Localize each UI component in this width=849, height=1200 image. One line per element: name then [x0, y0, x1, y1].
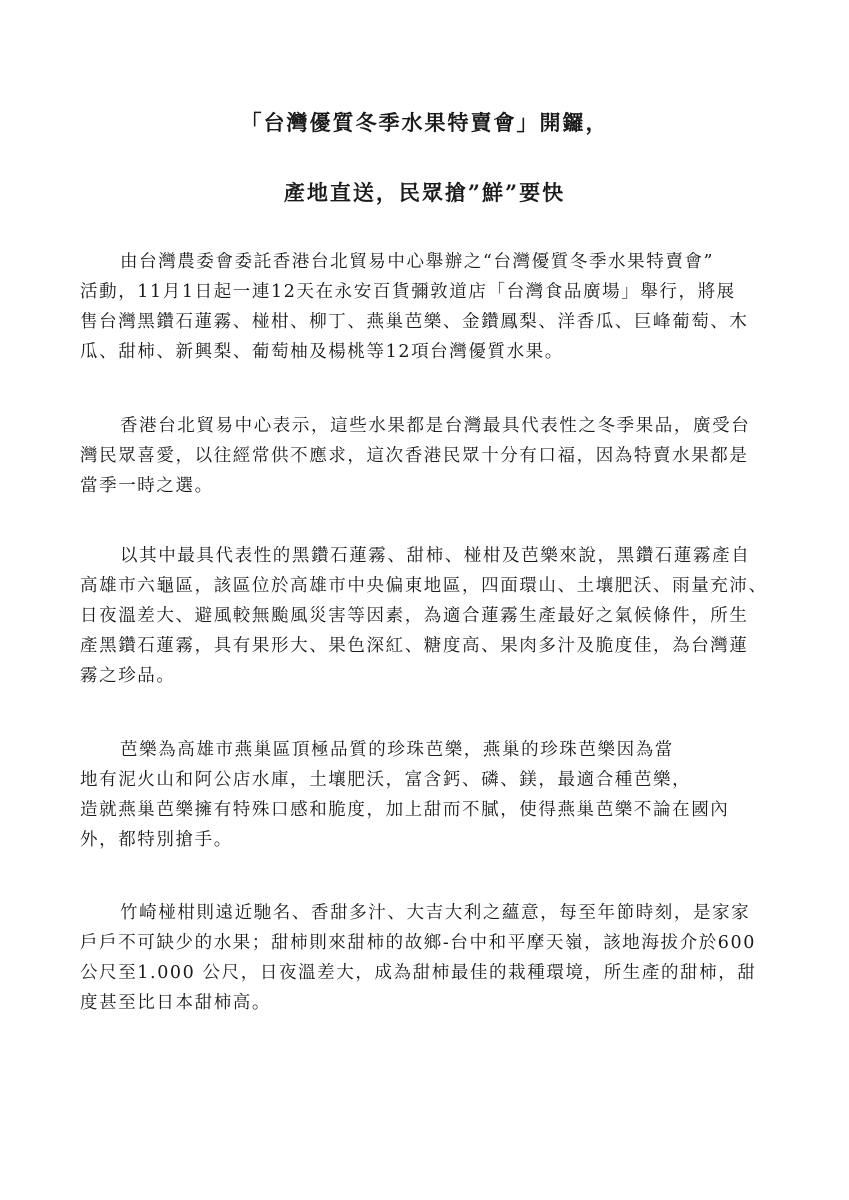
- paragraph-line: 公尺至1.000 公尺，日夜溫差大，成為甜柿最佳的栽種環境，所生產的甜柿，甜: [80, 963, 757, 983]
- paragraph-line: 地有泥火山和阿公店水庫，土壤肥沃，富含鈣、磷、鎂，最適合種芭樂，: [80, 770, 692, 790]
- paragraph-1: [80, 247, 780, 367]
- paragraph-4: [80, 735, 780, 855]
- document-title-line-1: 「台灣優質冬季水果特賣會」開鑼，: [240, 110, 609, 135]
- paragraph-line: 當季一時之選。: [80, 476, 214, 496]
- paragraph-line: 霧之珍品。: [80, 666, 176, 686]
- paragraph-line: 外，都特別搶手。: [80, 830, 233, 850]
- paragraph-3: [80, 541, 780, 691]
- paragraph-line: 度甚至比日本甜柿高。: [80, 993, 271, 1013]
- document-title-line-2: 產地直送，民眾搶”鮮”要快: [283, 180, 566, 205]
- paragraph-line: 由台灣農委會委託香港台北貿易中心舉辦之“台灣優質冬季水果特賣會”: [120, 252, 715, 272]
- paragraph-line: 日夜溫差大、避風較無颱風災害等因素，為適合蓮霧生產最好之氣候條件，所生: [80, 606, 749, 626]
- paragraph-5: [80, 898, 780, 1018]
- paragraph-line: 瓜、甜柿、新興梨、葡萄柚及楊桃等12項台灣優質水果。: [80, 342, 564, 362]
- paragraph-line: 以其中最具代表性的黑鑽石蓮霧、甜柿、椪柑及芭樂來說，黑鑽石蓮霧產自: [120, 546, 751, 566]
- paragraph-line: 竹崎椪柑則遠近馳名、香甜多汁、大吉大利之蘊意，每至年節時刻，是家家: [120, 903, 751, 923]
- paragraph-line: 高雄市六龜區，該區位於高雄市中央偏東地區，四面環山、土壤肥沃、雨量充沛、: [80, 576, 768, 596]
- paragraph-line: 戶戶不可缺少的水果；甜柿則來甜柿的故鄉-台中和平摩天嶺，該地海拔介於600: [80, 933, 757, 953]
- paragraph-line: 香港台北貿易中心表示，這些水果都是台灣最具代表性之冬季果品，廣受台: [120, 416, 751, 436]
- paragraph-line: 造就燕巢芭樂擁有特殊口感和脆度，加上甜而不膩，使得燕巢芭樂不論在國內: [80, 800, 730, 820]
- paragraph-line: 產黑鑽石蓮霧，具有果形大、果色深紅、糖度高、果肉多汁及脆度佳，為台灣蓮: [80, 636, 749, 656]
- paragraph-line: 芭樂為高雄市燕巢區頂極品質的珍珠芭樂，燕巢的珍珠芭樂因為當: [120, 740, 674, 760]
- paragraph-line: 灣民眾喜愛，以往經常供不應求，這次香港民眾十分有口福，因為特賣水果都是: [80, 446, 749, 466]
- paragraph-2: [80, 411, 780, 501]
- paragraph-line: 售台灣黑鑽石蓮霧、椪柑、柳丁、燕巢芭樂、金鑽鳳梨、洋香瓜、巨峰葡萄、木: [80, 312, 749, 332]
- paragraph-line: 活動，11月1日起一連12天在永安百貨彌敦道店「台灣食品廣場」舉行，將展: [80, 282, 736, 302]
